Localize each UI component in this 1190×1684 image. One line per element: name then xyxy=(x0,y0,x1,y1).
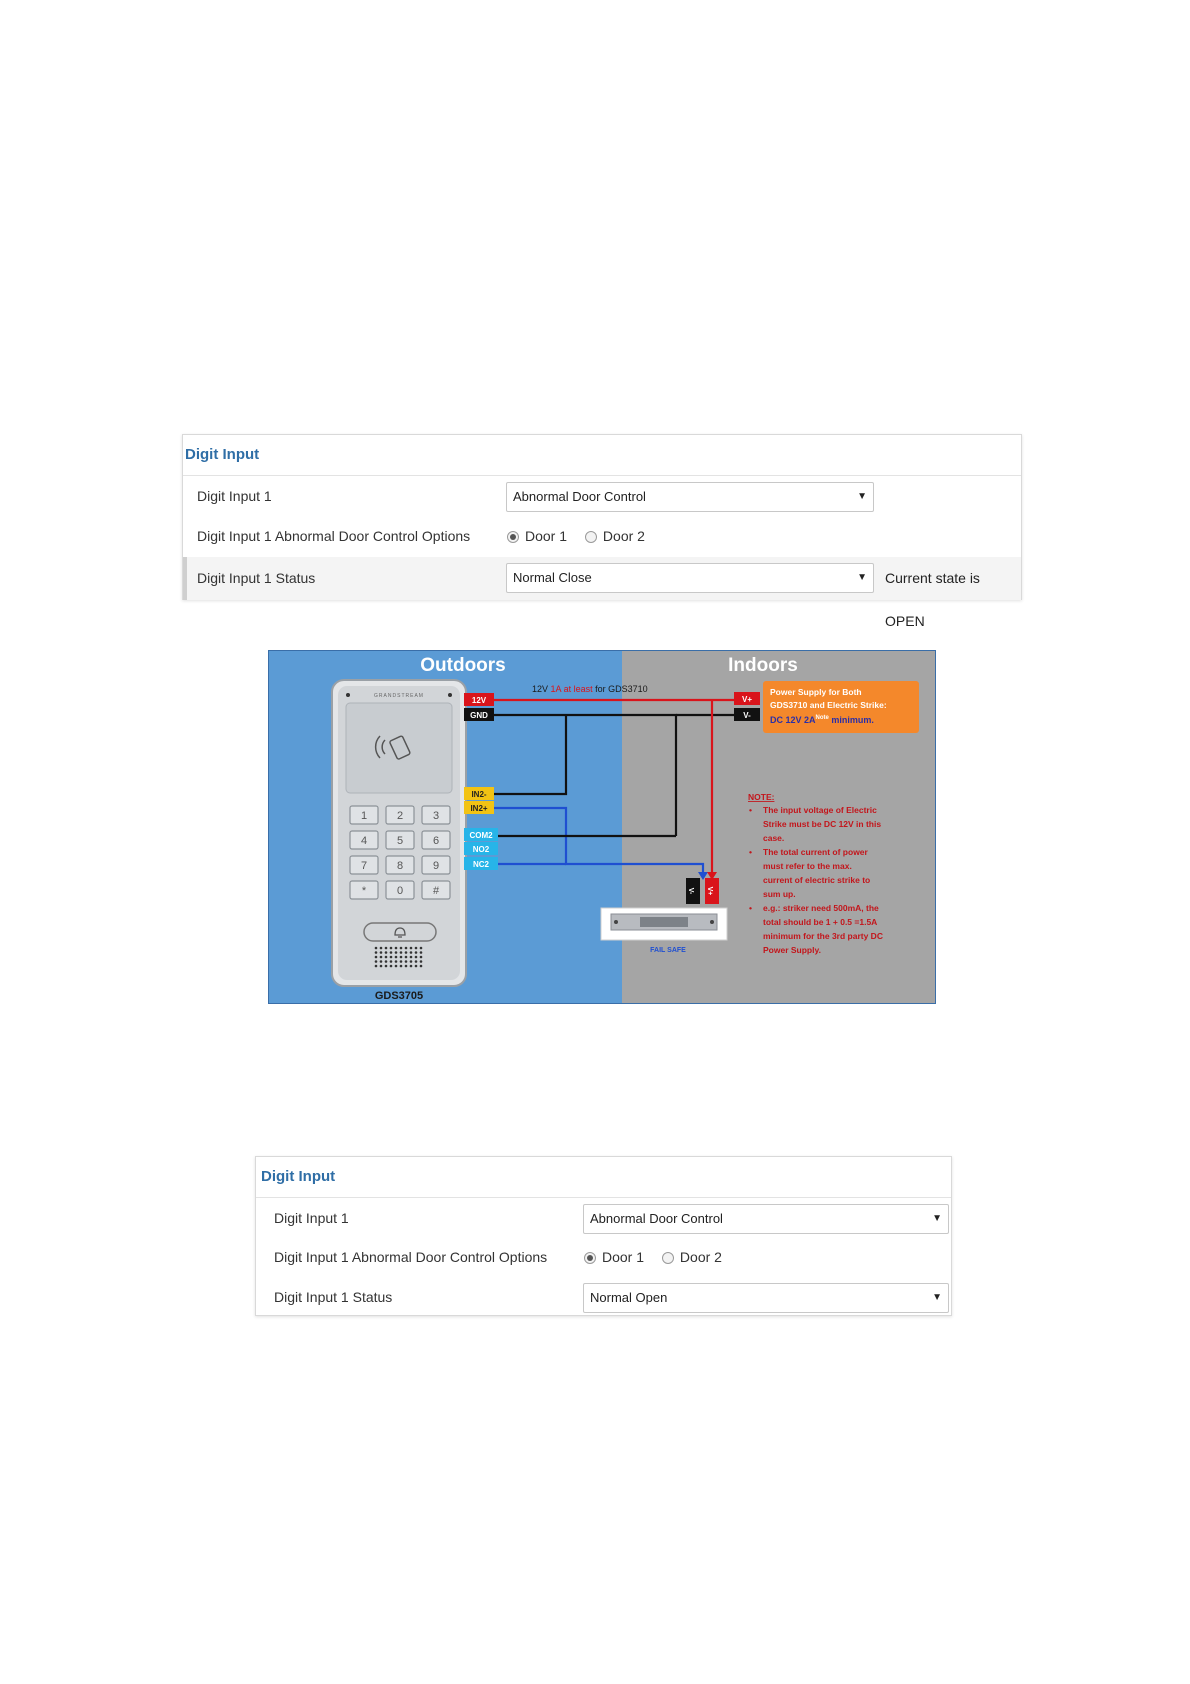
keypad-key-label: # xyxy=(432,885,440,897)
row-digit-input-1 xyxy=(183,476,1021,516)
strike-latch xyxy=(640,917,688,927)
keypad-key-label: 3 xyxy=(432,810,440,822)
card-reader-area xyxy=(346,703,452,793)
door-radio-group xyxy=(507,516,659,556)
keypad-key-label: 7 xyxy=(360,860,368,872)
row-door-options xyxy=(183,516,1021,556)
speaker-dot xyxy=(400,960,403,963)
row-door-options xyxy=(256,1237,951,1277)
keypad-key xyxy=(422,881,450,899)
keypad-key xyxy=(386,856,414,874)
status-label: Digit Input 1 Status xyxy=(197,570,316,586)
select-value: Normal Open xyxy=(590,1290,668,1305)
speaker-dot xyxy=(380,951,383,954)
digit-input-1-select[interactable] xyxy=(506,482,874,512)
speaker-dot xyxy=(375,956,378,959)
radio-label: Door 1 xyxy=(525,528,568,544)
speaker-dot xyxy=(415,951,418,954)
speaker-dot xyxy=(375,947,378,950)
speaker-dot xyxy=(405,951,408,954)
note-line: total should be 1 + 0.5 =1.5A xyxy=(763,917,878,927)
device-brand: GRANDSTREAM xyxy=(374,693,424,699)
keypad-key-label: 1 xyxy=(360,810,368,822)
speaker-dot xyxy=(420,960,423,963)
keypad-key-label: * xyxy=(361,885,367,897)
speaker-dot xyxy=(405,965,408,968)
speaker-dot xyxy=(420,956,423,959)
keypad-key xyxy=(350,856,378,874)
speaker-dot xyxy=(390,960,393,963)
keypad-key xyxy=(386,806,414,824)
radio-label: Door 2 xyxy=(602,528,645,544)
speaker-dot xyxy=(390,947,393,950)
speaker-dot xyxy=(410,951,413,954)
panel-title: Digit Input xyxy=(183,435,1021,476)
note-line: The input voltage of Electric xyxy=(763,805,877,815)
door-radio-group xyxy=(584,1237,736,1277)
speaker-dot xyxy=(395,956,398,959)
dropdown-arrow-icon: ▼ xyxy=(857,491,867,502)
note-line: minimum for the 3rd party DC xyxy=(763,931,883,941)
indoors-title: Indoors xyxy=(728,655,798,676)
panel-title: Digit Input xyxy=(256,1157,951,1198)
wire-label: 12V 1A at least for GDS3710 xyxy=(532,684,648,694)
status-select[interactable] xyxy=(583,1283,949,1313)
speaker-dot xyxy=(400,965,403,968)
radio-unchecked-icon xyxy=(585,531,597,543)
terminal-label: 12V xyxy=(471,696,487,705)
terminal-label: V+ xyxy=(741,695,753,704)
radio-unchecked-icon xyxy=(662,1252,674,1264)
note-heading: NOTE: xyxy=(748,792,775,802)
speaker-dot xyxy=(390,965,393,968)
keypad-key-label: 8 xyxy=(396,860,404,872)
radio-door-1[interactable] xyxy=(584,1249,644,1265)
keypad-key xyxy=(386,831,414,849)
door-options-label: Digit Input 1 Abnormal Door Control Options xyxy=(274,1249,548,1265)
speaker-dot xyxy=(375,965,378,968)
keypad-key-label: 0 xyxy=(396,885,404,897)
terminal-label: NC2 xyxy=(472,860,490,869)
note-line: sum up. xyxy=(763,889,796,899)
speaker-dot xyxy=(395,965,398,968)
speaker-dot xyxy=(415,960,418,963)
speaker-dot xyxy=(410,960,413,963)
strike-label: FAIL SAFE xyxy=(650,947,686,954)
speaker-dot xyxy=(395,951,398,954)
gds3705-device xyxy=(332,680,466,986)
keypad-key xyxy=(350,881,378,899)
speaker-dot xyxy=(380,947,383,950)
digit-input-panel-bottom xyxy=(255,1156,952,1316)
speaker-dot xyxy=(390,951,393,954)
row-digit-input-1 xyxy=(256,1198,951,1238)
terminal-label: COM2 xyxy=(469,831,493,840)
radio-door-1[interactable] xyxy=(507,528,567,544)
bullet-icon: • xyxy=(749,847,752,857)
radio-label: Door 1 xyxy=(602,1249,645,1265)
speaker-dot xyxy=(420,947,423,950)
keypad-key xyxy=(350,831,378,849)
digit-input-1-label: Digit Input 1 xyxy=(197,488,272,504)
speaker-dot xyxy=(380,956,383,959)
speaker-dot xyxy=(375,960,378,963)
speaker-dot xyxy=(405,960,408,963)
speaker-dot xyxy=(380,965,383,968)
terminal-label: IN2+ xyxy=(470,804,488,813)
speaker-dot xyxy=(385,951,388,954)
keypad-key xyxy=(350,806,378,824)
speaker-dot xyxy=(415,947,418,950)
device-screw xyxy=(346,693,350,697)
keypad-key-label: 9 xyxy=(432,860,440,872)
select-value: Normal Close xyxy=(513,570,592,585)
keypad-key xyxy=(422,856,450,874)
power-box-line: GDS3710 and Electric Strike: xyxy=(770,700,887,710)
wiring-diagram xyxy=(268,650,936,1004)
row-digit-input-1-status xyxy=(183,557,1021,629)
keypad-key xyxy=(386,881,414,899)
door-options-label: Digit Input 1 Abnormal Door Control Options xyxy=(197,528,471,544)
speaker-dot xyxy=(375,951,378,954)
wiring-diagram-svg xyxy=(268,650,936,1004)
speaker-dot xyxy=(390,956,393,959)
keypad-key-label: 4 xyxy=(360,835,368,847)
speaker-dot xyxy=(400,956,403,959)
note-line: must refer to the max. xyxy=(763,861,852,871)
speaker-dot xyxy=(400,947,403,950)
bullet-icon: • xyxy=(749,903,752,913)
terminal-label: IN2- xyxy=(471,790,487,799)
speaker-dot xyxy=(395,960,398,963)
note-line: e.g.: striker need 500mA, the xyxy=(763,903,879,913)
speaker-dot xyxy=(415,965,418,968)
note-line: Strike must be DC 12V in this xyxy=(763,819,882,829)
speaker-dot xyxy=(385,965,388,968)
keypad-key-label: 6 xyxy=(432,835,440,847)
speaker-dot xyxy=(420,951,423,954)
current-state-text: Current state is OPEN xyxy=(885,570,980,629)
speaker-dot xyxy=(380,960,383,963)
radio-checked-icon xyxy=(507,531,519,543)
note-line: The total current of power xyxy=(763,847,868,857)
bullet-icon: • xyxy=(749,805,752,815)
outdoors-title: Outdoors xyxy=(420,655,506,676)
speaker-dot xyxy=(395,947,398,950)
terminal-label: V- xyxy=(743,711,751,720)
speaker-dot xyxy=(385,947,388,950)
status-label: Digit Input 1 Status xyxy=(274,1289,393,1305)
speaker-dot xyxy=(405,947,408,950)
radio-checked-icon xyxy=(584,1252,596,1264)
speaker-dot xyxy=(410,947,413,950)
terminal-label: V+ xyxy=(706,886,713,896)
dropdown-arrow-icon: ▼ xyxy=(932,1213,942,1224)
speaker-dot xyxy=(385,956,388,959)
digit-input-1-select[interactable] xyxy=(583,1204,949,1234)
dropdown-arrow-icon: ▼ xyxy=(857,572,867,583)
speaker-dot xyxy=(400,951,403,954)
terminal-label: V- xyxy=(687,887,694,895)
speaker-dot xyxy=(410,965,413,968)
note-line: current of electric strike to xyxy=(763,875,871,885)
power-box-line: Power Supply for Both xyxy=(770,687,862,697)
note-line: Power Supply. xyxy=(763,945,821,955)
digit-input-panel-top xyxy=(182,434,1022,629)
digit-input-1-label: Digit Input 1 xyxy=(274,1210,349,1226)
power-box-line: DC 12V $2A^{Note}$ minimum. xyxy=(770,715,874,725)
terminal-label: GND xyxy=(470,711,488,720)
row-digit-input-1-status xyxy=(256,1277,951,1317)
select-value: Abnormal Door Control xyxy=(513,489,646,504)
keypad-key-label: 2 xyxy=(396,810,404,822)
speaker-dot xyxy=(385,960,388,963)
dropdown-arrow-icon: ▼ xyxy=(932,1292,942,1303)
keypad-key xyxy=(422,806,450,824)
radio-door-2[interactable] xyxy=(662,1249,722,1265)
radio-door-2[interactable] xyxy=(585,528,645,544)
speaker-dot xyxy=(420,965,423,968)
status-select[interactable] xyxy=(506,563,874,593)
speaker-dot xyxy=(405,956,408,959)
note-line: case. xyxy=(763,833,785,843)
keypad-key-label: 5 xyxy=(396,835,404,847)
device-name: GDS3705 xyxy=(374,990,424,1002)
electric-strike xyxy=(601,908,727,940)
keypad-key xyxy=(422,831,450,849)
speaker-dot xyxy=(410,956,413,959)
speaker-dot xyxy=(415,956,418,959)
radio-label: Door 2 xyxy=(679,1249,722,1265)
terminal-label: NO2 xyxy=(472,845,490,854)
device-screw xyxy=(448,693,452,697)
select-value: Abnormal Door Control xyxy=(590,1211,723,1226)
